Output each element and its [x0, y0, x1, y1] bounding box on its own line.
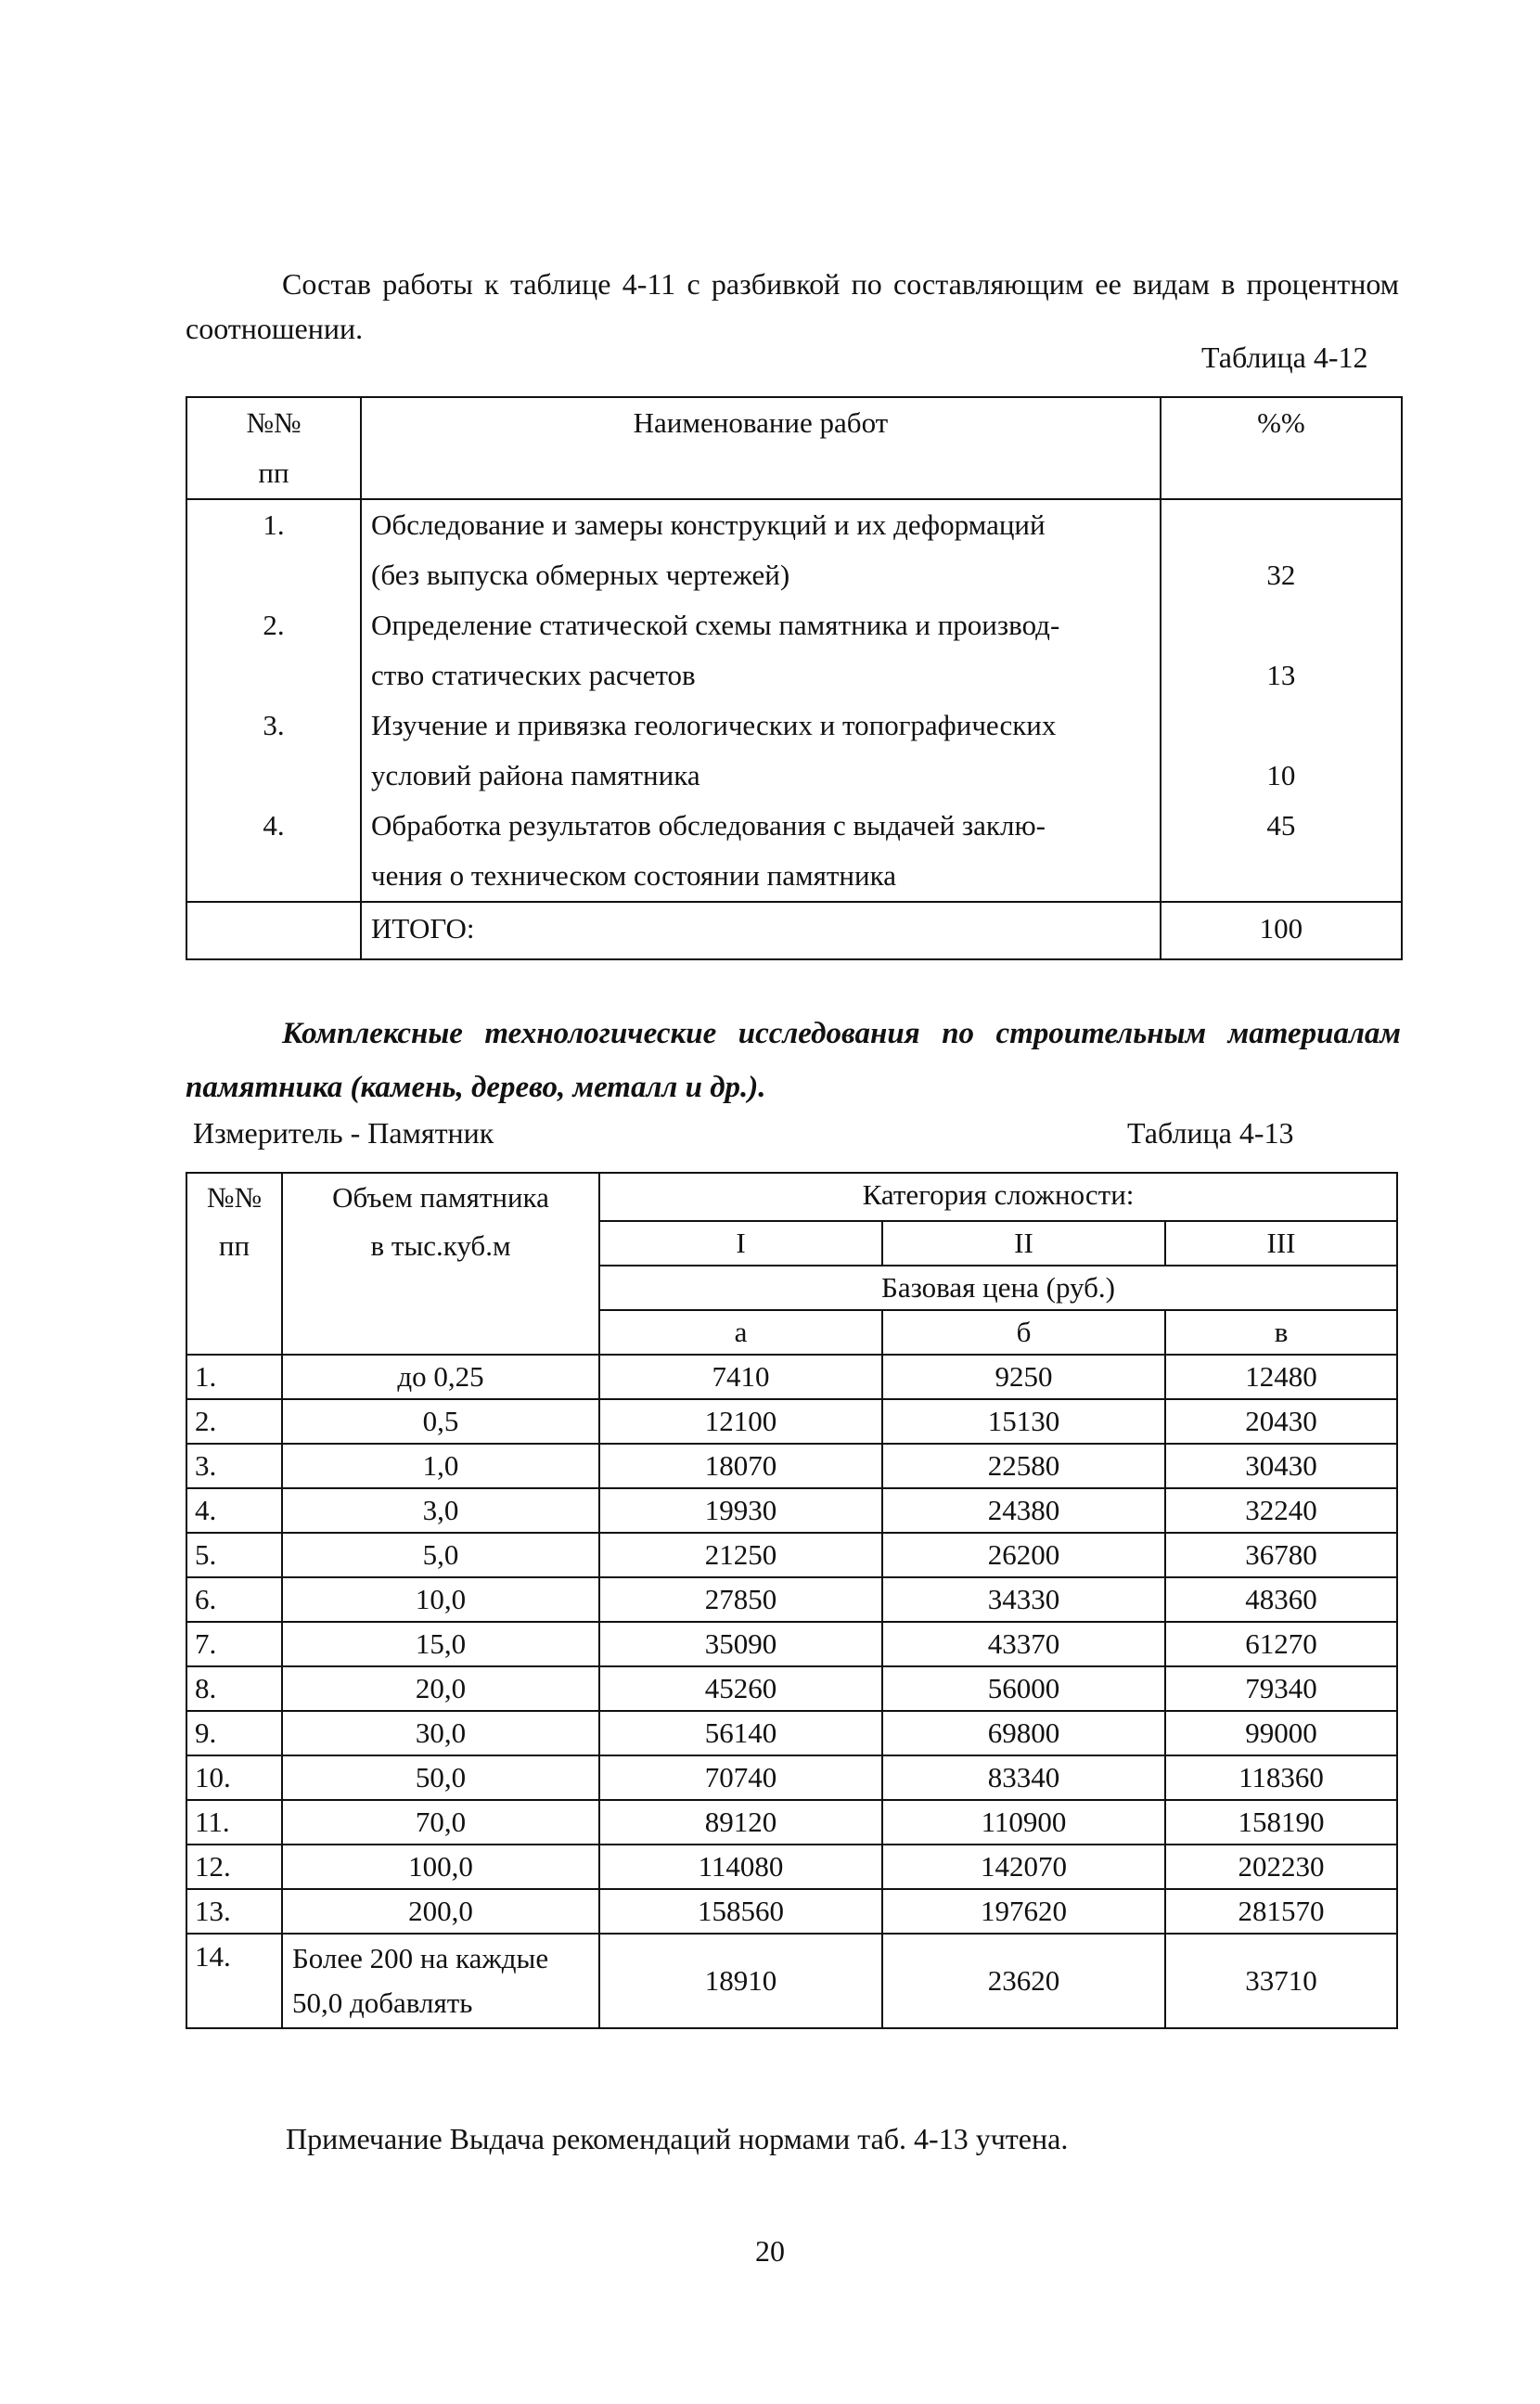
row-num: 4. — [186, 1488, 282, 1533]
header-num: №№ — [246, 406, 302, 439]
pct-blank — [1161, 701, 1401, 751]
header-name: Наименование работ — [361, 397, 1161, 499]
row-names-cell — [361, 499, 1161, 902]
row-price-c: 12480 — [1165, 1355, 1397, 1399]
row-price-c: 20430 — [1165, 1399, 1397, 1444]
row-price-a: 45260 — [599, 1666, 882, 1711]
header-num-sub: пп — [258, 456, 289, 489]
row-num: 5. — [186, 1533, 282, 1577]
row-numbers-cell — [186, 499, 361, 902]
row-percent: 13 — [1266, 659, 1296, 691]
work-name-line: Определение статической схемы памятника и производ- — [371, 609, 1060, 641]
table-header-row — [186, 397, 1402, 499]
row-price-a: 70740 — [599, 1755, 882, 1800]
work-name-line: чения о техническом состоянии памятника — [371, 859, 896, 892]
row-price-b: 142070 — [882, 1845, 1165, 1889]
row-price-c: 202230 — [1165, 1845, 1397, 1889]
row-percent: 32 — [1266, 559, 1296, 591]
header-base-price: Базовая цена (руб.) — [599, 1266, 1397, 1310]
work-name-line: Изучение и привязка геологических и топографических — [371, 709, 1057, 741]
row-price-a: 18910 — [599, 1934, 882, 2028]
intro-paragraph: Состав работы к таблице 4-11 с разбивкой по составляющим ее видам в процентном соотношении. — [186, 267, 1399, 345]
table-body — [186, 1355, 1397, 1934]
work-name-line: ство статических расчетов — [371, 659, 696, 691]
header-num-cell — [186, 397, 361, 499]
row-price-c: 99000 — [1165, 1711, 1397, 1755]
header-num-sub: пп — [218, 1229, 250, 1262]
row-price-c: 36780 — [1165, 1533, 1397, 1577]
table-row — [186, 1355, 1397, 1399]
row-price-b: 56000 — [882, 1666, 1165, 1711]
row-price-b: 197620 — [882, 1889, 1165, 1934]
header-volume-unit: в тыс.куб.м — [370, 1229, 511, 1262]
row-volume: 10,0 — [282, 1577, 599, 1622]
row-price-a: 18070 — [599, 1444, 882, 1488]
row-price-b: 83340 — [882, 1755, 1165, 1800]
row-price-b: 43370 — [882, 1622, 1165, 1666]
row-num: 3. — [263, 709, 285, 741]
row-num-blank — [187, 851, 360, 901]
row-volume: 20,0 — [282, 1666, 599, 1711]
table-row — [186, 1845, 1397, 1889]
row-volume: 15,0 — [282, 1622, 599, 1666]
table-row — [186, 1399, 1397, 1444]
header-percent: %% — [1161, 397, 1402, 499]
work-name-line: Обследование и замеры конструкций и их деформаций — [371, 508, 1046, 541]
header-volume: Объем памятника — [332, 1181, 549, 1214]
row-num: 9. — [186, 1711, 282, 1755]
table-4-13 — [186, 1172, 1398, 2029]
table-row — [186, 1755, 1397, 1800]
row-num: 3. — [186, 1444, 282, 1488]
row-percent: 10 — [1266, 759, 1296, 791]
row-volume: 1,0 — [282, 1444, 599, 1488]
pct-blank — [1161, 600, 1401, 650]
table-row — [186, 1444, 1397, 1488]
row-price-a: 12100 — [599, 1399, 882, 1444]
total-value: 100 — [1161, 902, 1402, 959]
row-price-a: 114080 — [599, 1845, 882, 1889]
row-volume: 100,0 — [282, 1845, 599, 1889]
table-row-last — [186, 1934, 1397, 2028]
row-num: 6. — [186, 1577, 282, 1622]
work-name-line: Обработка результатов обследования с выдачей заклю- — [371, 809, 1046, 842]
row-price-b: 24380 — [882, 1488, 1165, 1533]
row-num: 12. — [186, 1845, 282, 1889]
total-label: ИТОГО: — [361, 902, 1161, 959]
total-blank-cell — [186, 902, 361, 959]
row-volume: 50,0 — [282, 1755, 599, 1800]
row-num-blank — [187, 650, 360, 701]
row-price-c: 30430 — [1165, 1444, 1397, 1488]
header-sub-c: в — [1165, 1310, 1397, 1355]
header-sub-a: а — [599, 1310, 882, 1355]
section-title: Комплексные технологические исследования по строительным материалам памятника (камень, дерево, металл и др.). — [186, 1017, 1401, 1104]
row-volume: 30,0 — [282, 1711, 599, 1755]
measure-unit: Измеритель - Памятник — [193, 1116, 494, 1150]
row-price-b: 34330 — [882, 1577, 1165, 1622]
row-volume: 200,0 — [282, 1889, 599, 1934]
row-price-b: 9250 — [882, 1355, 1165, 1399]
row-volume: 70,0 — [282, 1800, 599, 1845]
pct-blank — [1161, 851, 1401, 901]
table-4-12 — [186, 396, 1403, 960]
table-row — [186, 1488, 1397, 1533]
row-price-c: 118360 — [1165, 1755, 1397, 1800]
row-price-c: 158190 — [1165, 1800, 1397, 1845]
row-num: 7. — [186, 1622, 282, 1666]
row-price-c: 61270 — [1165, 1622, 1397, 1666]
row-price-c: 79340 — [1165, 1666, 1397, 1711]
table-row — [186, 1577, 1397, 1622]
row-volume: до 0,25 — [282, 1355, 599, 1399]
row-num: 10. — [186, 1755, 282, 1800]
row-volume-line: 50,0 добавлять — [292, 1986, 473, 2019]
row-volume: 0,5 — [282, 1399, 599, 1444]
row-num: 4. — [263, 809, 285, 842]
header-sub-b: б — [882, 1310, 1165, 1355]
row-price-b: 26200 — [882, 1533, 1165, 1577]
work-name-line: условий района памятника — [371, 759, 700, 791]
header-cat-2: II — [882, 1221, 1165, 1266]
header-category: Категория сложности: — [599, 1173, 1397, 1221]
row-price-c: 32240 — [1165, 1488, 1397, 1533]
header-cat-3: III — [1165, 1221, 1397, 1266]
note: Примечание Выдача рекомендаций нормами таб. 4-13 учтена. — [286, 2122, 1069, 2155]
row-volume: 3,0 — [282, 1488, 599, 1533]
row-num: 1. — [186, 1355, 282, 1399]
header-num-cell — [186, 1173, 282, 1355]
row-percents-cell — [1161, 499, 1402, 902]
row-num: 13. — [186, 1889, 282, 1934]
table-row — [186, 1533, 1397, 1577]
row-price-a: 27850 — [599, 1577, 882, 1622]
row-price-c: 48360 — [1165, 1577, 1397, 1622]
table-row — [186, 1800, 1397, 1845]
table-4-12-label: Таблица 4-12 — [1201, 341, 1368, 374]
row-price-a: 7410 — [599, 1355, 882, 1399]
header-volume-cell — [282, 1173, 599, 1355]
table-row — [186, 1711, 1397, 1755]
header-num: №№ — [206, 1181, 263, 1214]
row-num: 8. — [186, 1666, 282, 1711]
row-num: 14. — [186, 1934, 282, 2028]
row-price-a: 21250 — [599, 1533, 882, 1577]
row-price-a: 158560 — [599, 1889, 882, 1934]
row-volume: 5,0 — [282, 1533, 599, 1577]
row-price-c: 281570 — [1165, 1889, 1397, 1934]
row-num-blank — [187, 550, 360, 600]
table-4-13-label: Таблица 4-13 — [1127, 1116, 1294, 1150]
row-volume — [282, 1934, 599, 2028]
pct-blank — [1161, 500, 1401, 550]
row-volume-line: Более 200 на каждые — [292, 1942, 549, 1974]
table-row — [186, 1666, 1397, 1711]
row-price-a: 56140 — [599, 1711, 882, 1755]
row-num: 2. — [263, 609, 285, 641]
row-price-a: 89120 — [599, 1800, 882, 1845]
page-number: 20 — [755, 2234, 785, 2268]
row-price-a: 35090 — [599, 1622, 882, 1666]
row-price-a: 19930 — [599, 1488, 882, 1533]
row-num: 11. — [186, 1800, 282, 1845]
row-price-b: 15130 — [882, 1399, 1165, 1444]
row-price-b: 23620 — [882, 1934, 1165, 2028]
row-price-c: 33710 — [1165, 1934, 1397, 2028]
work-name-line: (без выпуска обмерных чертежей) — [371, 559, 790, 591]
table-total-row — [186, 902, 1402, 959]
row-num-blank — [187, 751, 360, 801]
row-percent: 45 — [1266, 809, 1296, 842]
row-price-b: 110900 — [882, 1800, 1165, 1845]
table-row — [186, 1889, 1397, 1934]
row-num: 1. — [263, 508, 285, 541]
row-price-b: 69800 — [882, 1711, 1165, 1755]
header-row-1 — [186, 1173, 1397, 1221]
table-body-row — [186, 499, 1402, 902]
row-num: 2. — [186, 1399, 282, 1444]
header-cat-1: I — [599, 1221, 882, 1266]
table-row — [186, 1622, 1397, 1666]
row-price-b: 22580 — [882, 1444, 1165, 1488]
